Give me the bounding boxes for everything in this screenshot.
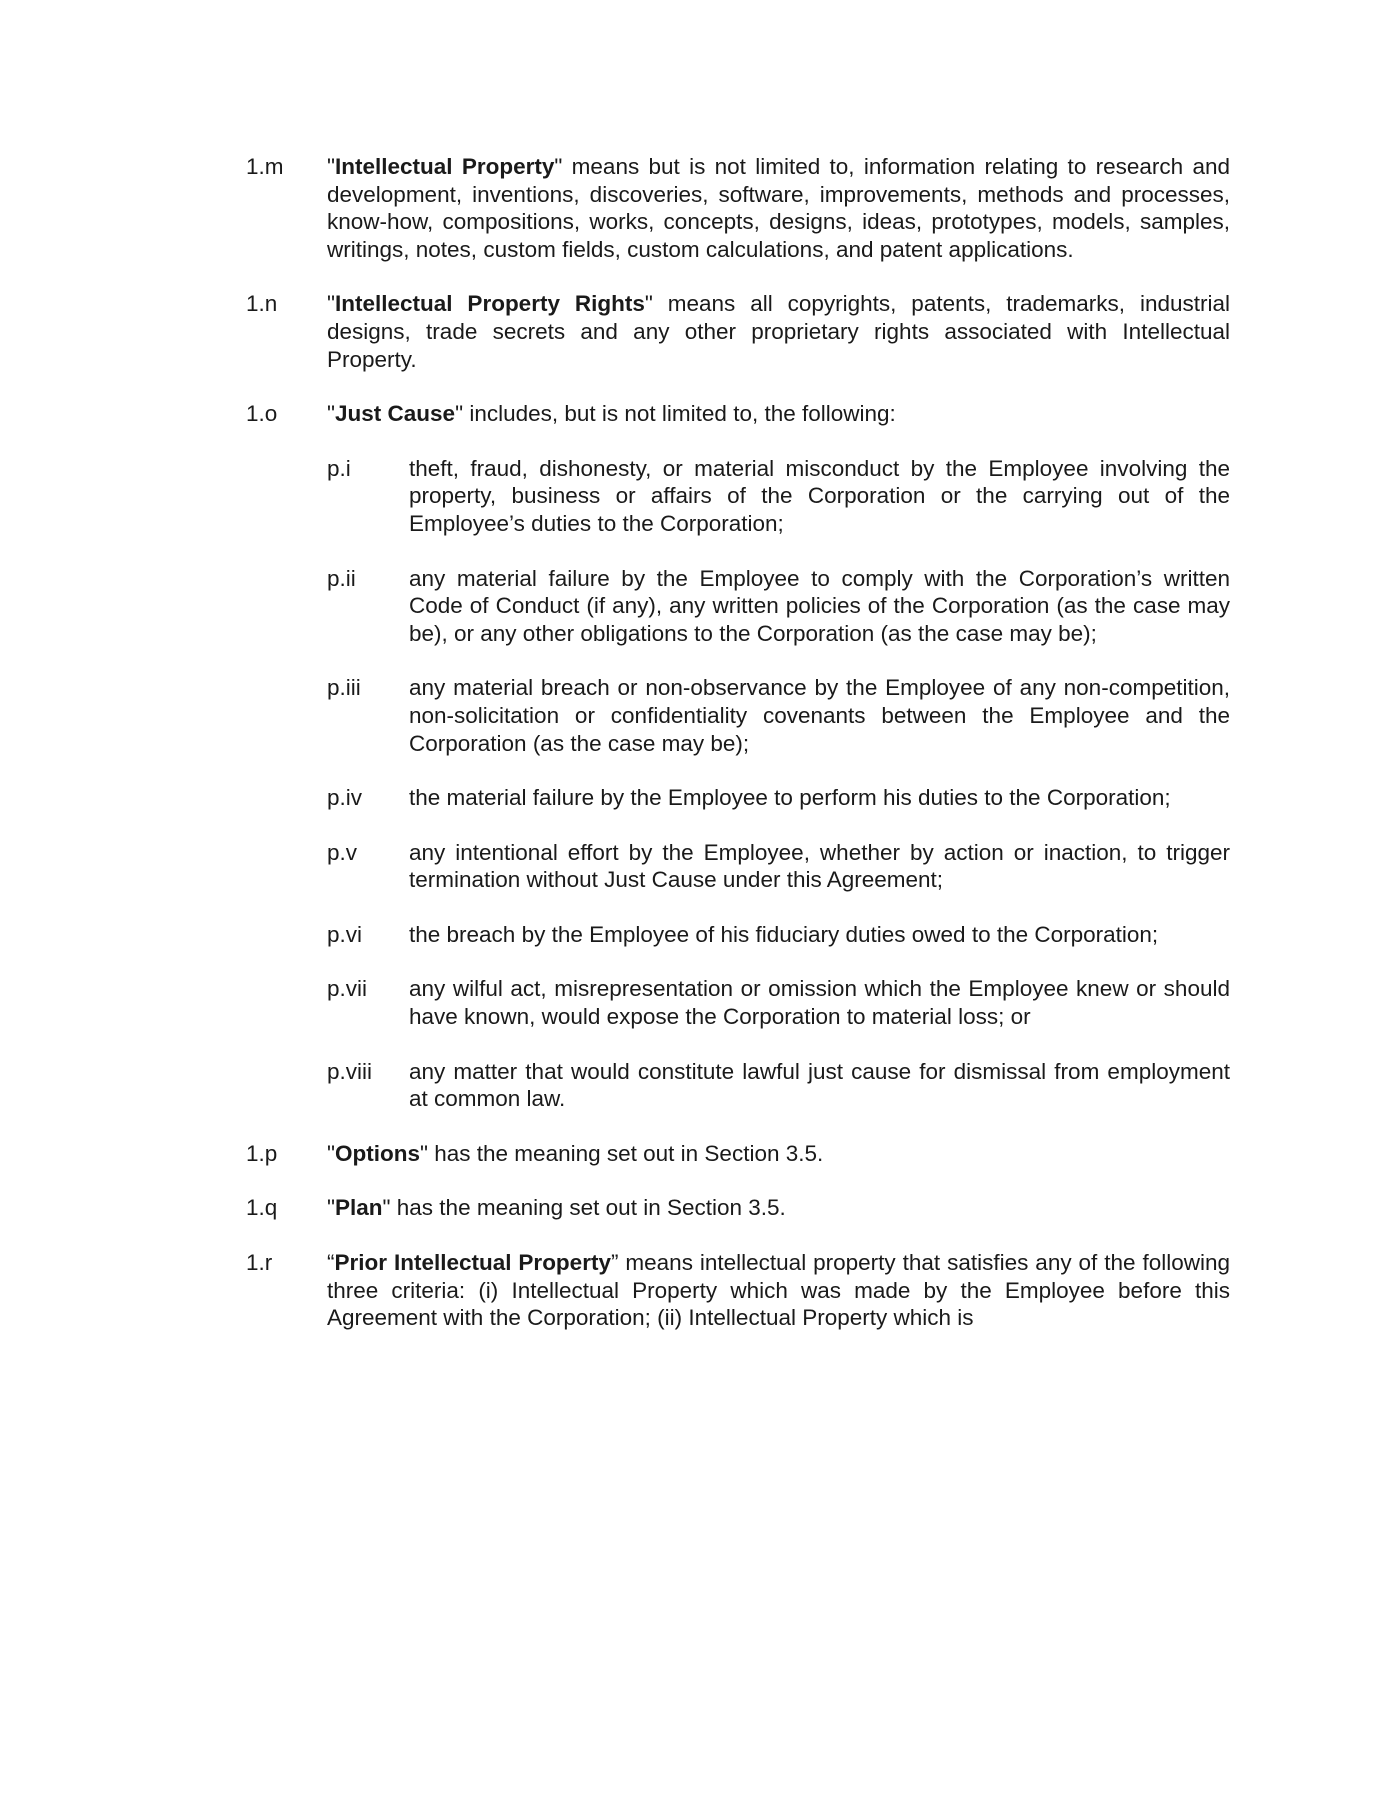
sub-clause-text: theft, fraud, dishonesty, or material misconduct by the Employee involving the property, business or affairs of the Corporation or the carrying out of the Employee’s duties to the Corporation; [409, 455, 1230, 536]
close-quote: " [382, 1195, 391, 1221]
defined-term: Options [335, 1140, 420, 1166]
sub-clause-p-iv [327, 784, 1230, 812]
clause-1q [246, 1194, 1230, 1222]
clause-text [327, 400, 1230, 428]
defined-term: Intellectual Property Rights [335, 291, 645, 317]
sub-clause-number: p.iii [327, 675, 361, 701]
close-quote: " [420, 1140, 428, 1166]
sub-clause-text: any material failure by the Employee to comply with the Corporation’s written Code of Conduct (if any), any written policies of the Corporation (as the case may be), or any other obligations to the Corporation (as the case may be); [409, 565, 1230, 646]
open-quote: " [327, 291, 335, 317]
definition-body: has the meaning set out in Section 3.5. [428, 1140, 824, 1166]
definition-body: has the meaning set out in Section 3.5. [390, 1195, 786, 1221]
clause-text [327, 1249, 1230, 1332]
close-quote: " [554, 154, 563, 179]
sub-clause-text: any material breach or non-observance by the Employee of any non-competition, non-solicitation or confidentiality covenants between the Employee and the Corporation (as the case may be); [409, 675, 1230, 756]
clause-1r [246, 1249, 1230, 1332]
sub-clause-p-i [327, 455, 1230, 538]
clause-text [327, 153, 1230, 263]
sub-clause-number: p.vi [327, 921, 363, 947]
clause-text [327, 1140, 1230, 1168]
clause-1p [246, 1140, 1230, 1168]
sub-clause-text: any matter that would constitute lawful just cause for dismissal from employment at common law. [409, 1058, 1230, 1112]
close-quote: " [644, 291, 653, 317]
clause-1n [246, 290, 1230, 373]
clause-1m [246, 153, 1230, 263]
clause-text [327, 290, 1230, 373]
open-quote: " [327, 1195, 335, 1221]
open-quote: " [327, 154, 335, 179]
clause-number: 1.r [246, 1250, 273, 1276]
sub-clause-number: p.viii [327, 1058, 373, 1084]
defined-term: Plan [335, 1195, 383, 1221]
definition-body: means intellectual property that satisfies any of the following three criteria: (i) Intellectual Property which was made by the Employee before this Agreement with the Corporation; (ii) Intellectual Property which is [327, 1250, 1231, 1331]
sub-clause-number: p.ii [327, 565, 356, 591]
clause-text [327, 1194, 1230, 1222]
close-quote: ” [610, 1250, 619, 1276]
sub-clause-text: the material failure by the Employee to perform his duties to the Corporation; [409, 785, 1171, 811]
open-quote: “ [327, 1250, 335, 1276]
clause-number: 1.p [246, 1140, 278, 1166]
clause-number: 1.o [246, 401, 278, 427]
definition-body: means but is not limited to, information relating to research and development, inventions, discoveries, software, improvements, methods and processes, know-how, compositions, works, concepts, designs, ideas, prototypes, models, samples, writings, notes, custom fields, custom calculations, and patent applications. [327, 154, 1231, 262]
sub-clause-p-viii [327, 1058, 1230, 1113]
sub-clause-number: p.v [327, 839, 358, 865]
clause-number: 1.q [246, 1195, 278, 1221]
sub-clause-number: p.iv [327, 785, 363, 811]
defined-term: Prior Intellectual Property [334, 1250, 611, 1276]
definition-body: means all copyrights, patents, trademarks, industrial designs, trade secrets and any other proprietary rights associated with Intellectual Property. [327, 291, 1230, 372]
clause-1o [246, 400, 1230, 428]
clause-number: 1.m [246, 154, 284, 179]
sub-clause-p-iii [327, 674, 1230, 757]
sub-clause-p-ii [327, 565, 1230, 648]
sub-clause-p-vii [327, 975, 1230, 1030]
definitions-section [246, 153, 1230, 1359]
sub-clause-text: the breach by the Employee of his fiduciary duties owed to the Corporation; [409, 921, 1159, 947]
defined-term: Just Cause [335, 401, 456, 427]
sub-clause-p-vi [327, 921, 1230, 949]
sub-clause-number: p.i [327, 455, 351, 481]
sub-clause-number: p.vii [327, 976, 368, 1002]
definition-body: includes, but is not limited to, the following: [463, 401, 896, 427]
defined-term: Intellectual Property [335, 154, 555, 179]
close-quote: " [455, 401, 464, 427]
open-quote: " [327, 401, 335, 427]
sub-clause-p-v [327, 839, 1230, 894]
sub-clause-text: any wilful act, misrepresentation or omission which the Employee knew or should have known, would expose the Corporation to material loss; or [409, 976, 1230, 1030]
clause-number: 1.n [246, 291, 278, 317]
open-quote: " [327, 1140, 335, 1166]
sub-clause-text: any intentional effort by the Employee, whether by action or inaction, to trigger termination without Just Cause under this Agreement; [409, 839, 1230, 893]
